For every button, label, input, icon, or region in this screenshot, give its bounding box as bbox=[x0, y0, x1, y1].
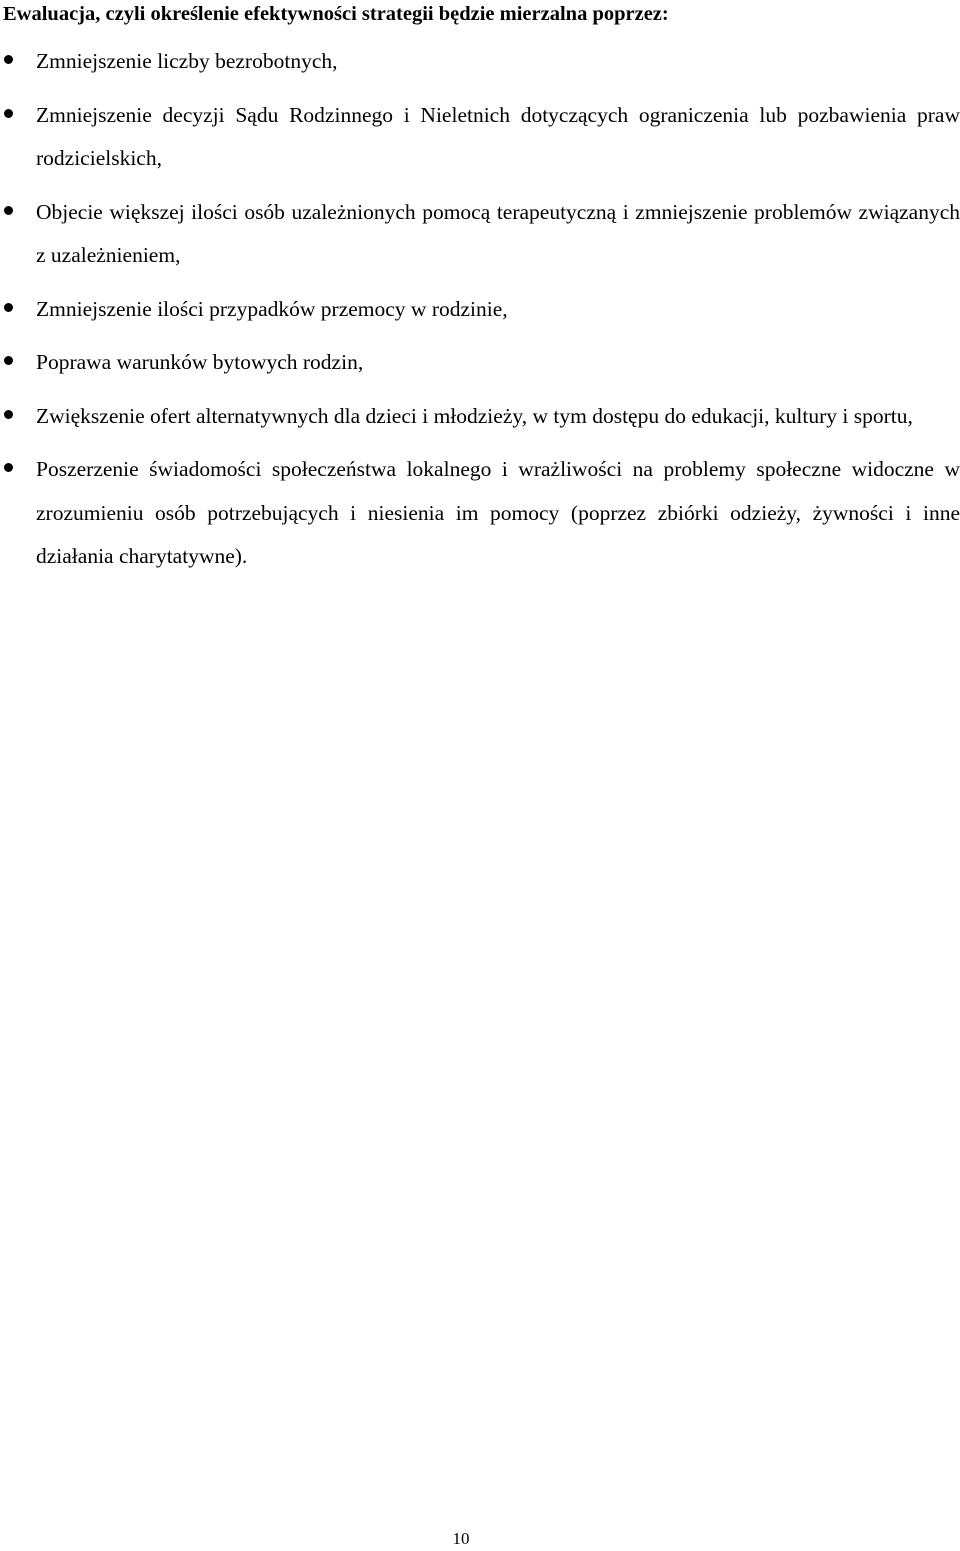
list-item-text: Zwiększenie ofert alternatywnych dla dzieci i młodzieży, w tym dostępu do edukacji, kultury i sportu, bbox=[36, 403, 913, 428]
bullet-icon bbox=[4, 410, 13, 419]
bullet-icon bbox=[4, 463, 13, 472]
bullet-icon bbox=[4, 356, 13, 365]
list-item-text: Poprawa warunków bytowych rodzin, bbox=[36, 350, 364, 374]
list-item bbox=[0, 94, 960, 181]
list-item bbox=[0, 395, 960, 439]
bullet-icon bbox=[4, 109, 13, 118]
list-item-text: Zmniejszenie decyzji Sądu Rodzinnego i Nieletnich dotyczących ograniczenia lub pozbawienia praw rodzicielskich, bbox=[36, 102, 960, 170]
list-item bbox=[0, 341, 960, 385]
section-heading: Ewaluacja, czyli określenie efektywności strategii będzie mierzalna poprzez: bbox=[3, 3, 669, 25]
bullet-icon bbox=[4, 206, 13, 215]
list-item-text: Objecie większej ilości osób uzależnionych pomocą terapeutyczną i zmniejszenie problemów związanych z uzależnieniem, bbox=[36, 199, 960, 267]
evaluation-criteria-list bbox=[0, 40, 960, 589]
list-item bbox=[0, 40, 960, 84]
list-item-text: Zmniejszenie ilości przypadków przemocy w rodzinie, bbox=[36, 296, 508, 321]
list-item bbox=[0, 448, 960, 579]
list-item bbox=[0, 288, 960, 332]
list-item-text: Zmniejszenie liczby bezrobotnych, bbox=[36, 49, 338, 73]
page-number: 10 bbox=[452, 1529, 470, 1548]
bullet-icon bbox=[4, 303, 13, 312]
bullet-icon bbox=[4, 55, 13, 64]
list-item bbox=[0, 191, 960, 278]
list-item-text: Poszerzenie świadomości społeczeństwa lokalnego i wrażliwości na problemy społeczne widoczne w zrozumieniu osób potrzebujących i niesienia im pomocy (poprzez zbiórki odzieży, żywności i inne działania charytatywne). bbox=[36, 457, 960, 568]
